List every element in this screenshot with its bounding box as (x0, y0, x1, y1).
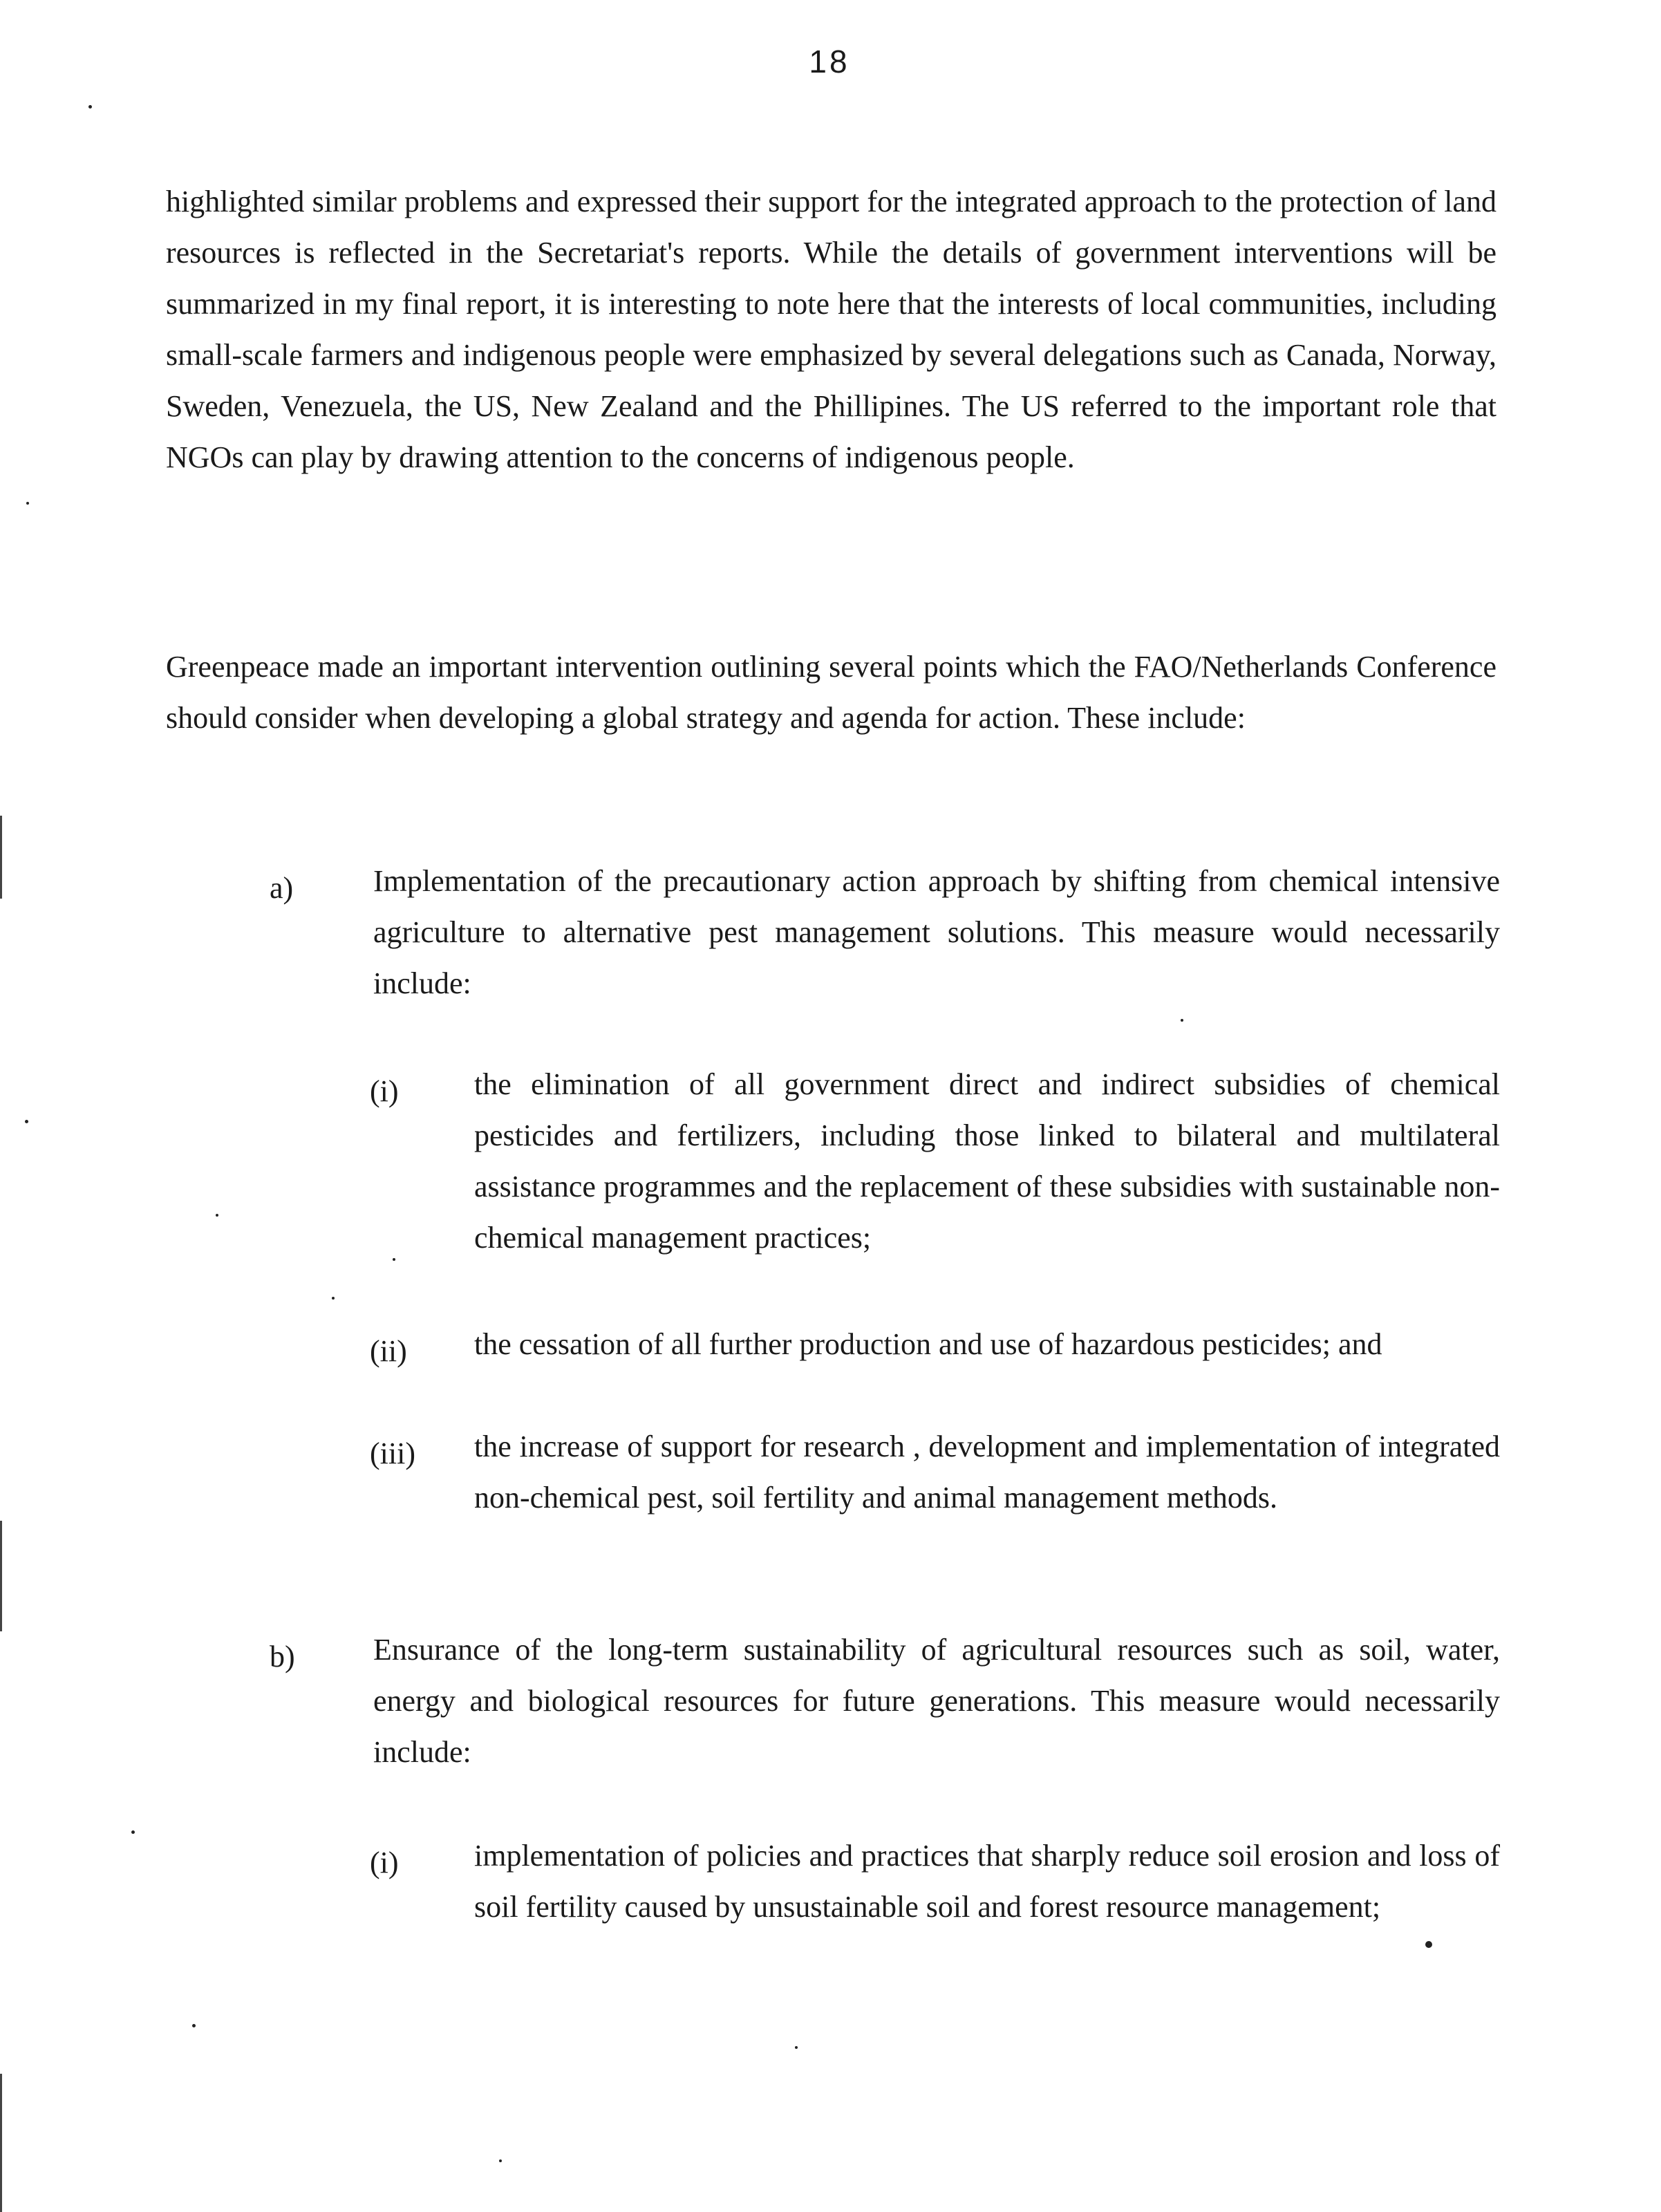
list-item-b-label: b) (270, 1640, 295, 1674)
list-item-a-iii-label: (iii) (370, 1436, 415, 1470)
page-number: 18 (809, 44, 850, 79)
list-item-b-text: Ensurance of the long-term sustainability of agricultural resources such as soil, water, energy and biological resources for future generations. This measure would necessarily include: (373, 1633, 1500, 1769)
paragraph-greenpeace: Greenpeace made an important intervention outlining several points which the FAO/Netherlands Conference should consider when developing a global strategy and agenda for action. These include: (166, 650, 1496, 735)
list-item-a-ii-label: (ii) (370, 1334, 407, 1368)
list-item-b-i-label: (i) (370, 1846, 399, 1880)
scan-speck (25, 1120, 28, 1123)
list-item-a-ii-text: the cessation of all further production and use of hazardous pesticides; and (474, 1327, 1382, 1361)
scan-speck (1425, 1941, 1432, 1948)
list-item-b-i-text: implementation of policies and practices that sharply reduce soil erosion and loss of soil fertility caused by unsustainable soil and forest resource management; (474, 1839, 1500, 1924)
scan-speck (26, 502, 29, 505)
list-item-a-i-text: the elimination of all government direct and indirect subsidies of chemical pesticides and fertilizers, including those linked to bilateral and multilateral assistance programmes and the replacement of these subsidies with sustainable non-chemical management practices; (474, 1067, 1500, 1255)
scan-speck (332, 1297, 335, 1300)
scan-edge-mark (0, 816, 2, 899)
scan-speck (499, 2159, 502, 2162)
list-item-a-label: a) (270, 871, 294, 905)
scan-speck (88, 105, 92, 109)
scan-speck (795, 2046, 798, 2049)
scan-speck (192, 2024, 196, 2027)
scan-speck (216, 1214, 218, 1217)
scan-edge-mark (0, 2074, 2, 2212)
list-item-a-iii-text: the increase of support for research , development and implementation of integrated non-chemical pest, soil fertility and animal management methods. (474, 1430, 1500, 1515)
scan-edge-mark (0, 1521, 2, 1631)
list-item-a-text: Implementation of the precautionary action approach by shifting from chemical intensive agriculture to alternative pest management solutions. This measure would necessarily include: (373, 864, 1500, 1000)
scan-speck (131, 1830, 135, 1834)
list-item-a-i-label: (i) (370, 1074, 399, 1108)
paragraph-delegations: highlighted similar problems and expressed their support for the integrated approach to the protection of land resources is reflected in the Secretariat's reports. While the details of government interventions will be summarized in my final report, it is interesting to note here that the interests of local communities, including small-scale farmers and indigenous people were emphasized by several delegations such as Canada, Norway, Sweden, Venezuela, the US, New Zealand and the Phillipines. The US referred to the important role that NGOs can play by drawing attention to the concerns of indigenous people. (166, 185, 1496, 474)
scan-speck (1181, 1019, 1183, 1022)
scan-speck (393, 1258, 395, 1261)
